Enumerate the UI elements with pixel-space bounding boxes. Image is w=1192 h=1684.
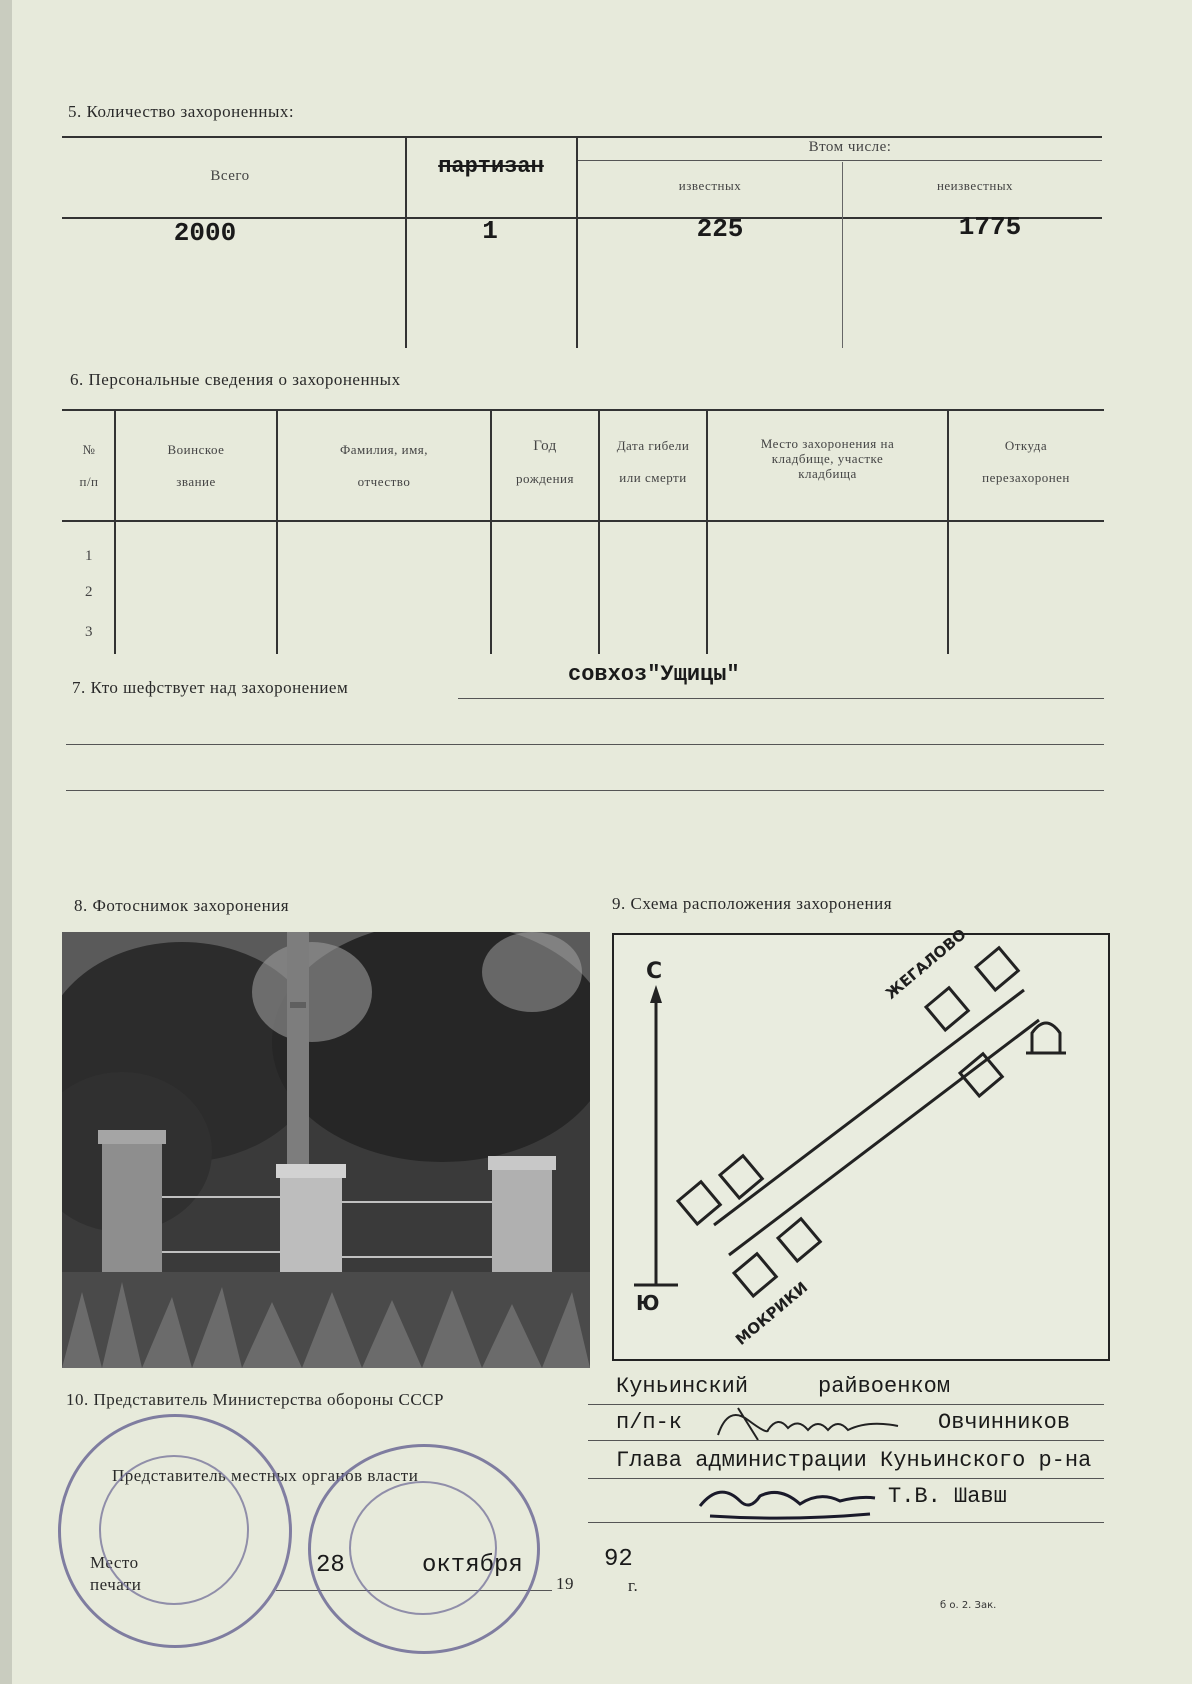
table5-sub-line: [578, 160, 1102, 161]
col-known-header: известных: [678, 178, 742, 193]
signature-line: [588, 1522, 1104, 1523]
house-icon: [734, 1254, 776, 1296]
burial-mound-icon: [1026, 1023, 1066, 1053]
house-icon: [778, 1219, 820, 1261]
signature-mark: [708, 1400, 928, 1450]
table5-col-divider: [405, 136, 407, 348]
signature-mark: [690, 1476, 890, 1526]
burial-photo-image: [62, 932, 590, 1368]
blank-line: [66, 744, 1104, 745]
table6-col-divider: [947, 409, 949, 654]
section9-title: 9. Схема расположения захоронения: [612, 894, 893, 913]
section6-title: 6. Персональные сведения о захороненных: [70, 370, 401, 389]
date-day: 28: [316, 1552, 345, 1579]
local-rep-label: Представитель местных органов власти: [112, 1466, 419, 1485]
house-icon: [926, 988, 968, 1030]
admin-head-title: Глава администрации Куньинского р-на: [616, 1448, 1092, 1473]
value-total: 2000: [173, 218, 237, 248]
header-burial-place: Место захоронения на кладбище, участке кладбища: [760, 436, 895, 481]
value-partisan: 1: [482, 216, 498, 246]
officer-rank: п/п-к: [616, 1410, 683, 1435]
diagram-drawing: [614, 935, 1108, 1359]
table6-col-divider: [276, 409, 278, 654]
military-commissariat-stamp: [58, 1414, 292, 1648]
admin-head-name: Т.В. Шавш: [888, 1484, 1007, 1509]
table6-col-divider: [114, 409, 116, 654]
date-month: октября: [422, 1552, 523, 1579]
year-unit: г.: [628, 1576, 639, 1595]
table6-col-divider: [490, 409, 492, 654]
section5-title: 5. Количество захороненных:: [68, 102, 295, 121]
house-icon: [976, 948, 1018, 990]
section8-title: 8. Фотоснимок захоронения: [74, 896, 290, 915]
value-unknown: 1775: [958, 212, 1022, 242]
col-partisan-header: партизан: [438, 154, 544, 179]
patron-line: [458, 698, 1104, 699]
col-including-header: Втом числе:: [808, 139, 892, 155]
scan-edge: [0, 0, 12, 1684]
village-label-zhegalovo: ЖЕГАЛОВО: [882, 925, 970, 1003]
print-code: б о. 2. Зак.: [940, 1600, 997, 1611]
col-total-header: Всего: [210, 168, 250, 184]
south-label: Ю: [636, 1291, 660, 1315]
table-row: 2: [85, 584, 93, 600]
table-row: 3: [85, 624, 93, 640]
header-reburied-from: Откуда перезахоронен: [982, 438, 1070, 485]
house-icon: [678, 1182, 720, 1224]
road-line-bottom: [729, 1020, 1039, 1255]
year-suffix: 92: [604, 1546, 633, 1573]
year-prefix: 19: [556, 1574, 574, 1593]
header-num: № п/п: [79, 442, 99, 489]
section10-title: 10. Представитель Министерства обороны СССР: [66, 1390, 444, 1409]
table5-top-line: [62, 136, 1102, 138]
header-rank: Воинское звание: [167, 442, 225, 489]
officer-name: Овчинников: [938, 1410, 1071, 1435]
table5-col-divider: [576, 136, 578, 348]
north-label: С: [646, 959, 663, 984]
north-arrow-head: [650, 985, 662, 1003]
value-known: 225: [696, 214, 744, 244]
header-death-date: Дата гибели или смерти: [616, 438, 690, 485]
header-name: Фамилия, имя, отчество: [339, 442, 429, 489]
table6-col-divider: [706, 409, 708, 654]
blank-line: [66, 790, 1104, 791]
village-label-mokriki: МОКРИКИ: [732, 1278, 812, 1349]
administration-stamp: [308, 1444, 540, 1654]
table5-col-divider: [842, 162, 843, 348]
section7-title: 7. Кто шефствует над захоронением: [72, 678, 349, 697]
header-birth-year: Год рождения: [516, 438, 574, 486]
patron-value: совхоз"Ущицы": [568, 662, 740, 687]
burial-photo: [62, 932, 590, 1368]
seal-place-label: Место печати: [90, 1553, 142, 1594]
col-unknown-header: неизвестных: [936, 178, 1014, 193]
road-line-top: [714, 990, 1024, 1225]
office-type: райвоенком: [818, 1374, 951, 1399]
signature-line: [588, 1440, 1104, 1441]
burial-location-diagram: [612, 925, 1110, 1361]
table-row: 1: [85, 548, 93, 564]
office-name: Куньинский: [616, 1374, 749, 1399]
